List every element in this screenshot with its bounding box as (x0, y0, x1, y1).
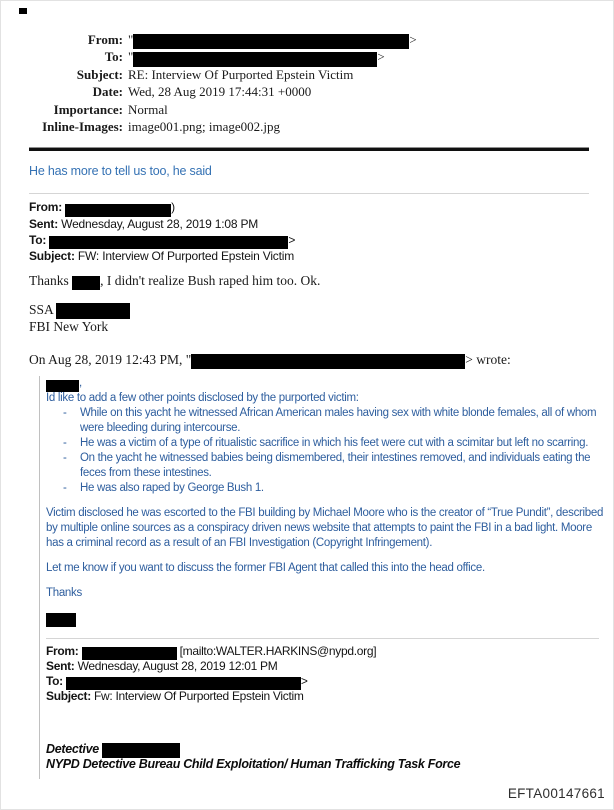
angle-bracket: > (288, 233, 296, 248)
quoted-message (39, 376, 607, 779)
sent-value: Wednesday, August 28, 2019 12:01 PM (77, 658, 278, 673)
bullet-dash: - (63, 481, 67, 494)
header-row-importance (29, 101, 613, 118)
redaction-bar (46, 380, 79, 392)
reply-body (29, 272, 589, 368)
to-label: To: (29, 233, 47, 248)
from-value (128, 31, 417, 48)
from-label: From: (29, 200, 62, 215)
subject-value: RE: Interview Of Purported Epstein Victim (128, 66, 354, 82)
quote-paragraph-letmeknow: Let me know if you want to discuss the former FBI Agent that called this into the head office. (46, 561, 485, 574)
angle-bracket: > (377, 49, 385, 65)
sent-value: Wednesday, August 28, 2019 1:08 PM (61, 216, 259, 231)
bullet-text: He was a victim of a type of ritualistic sacrifice in which his feet were cut with a scimitar but left no scarring. (80, 436, 589, 449)
detective-title: Detective (46, 741, 99, 756)
importance-label: Importance: (53, 101, 123, 117)
bullet-dash: - (63, 436, 67, 449)
signature-unit-line: NYPD Detective Bureau Child Exploitation/ Human Trafficking Task Force (46, 757, 461, 772)
redaction-bar (191, 354, 465, 369)
org-line: FBI New York (29, 318, 109, 334)
on-wrote-text: On Aug 28, 2019 12:43 PM, " (29, 351, 192, 367)
angle-bracket: > (409, 32, 417, 47)
inner-row-to (46, 674, 607, 689)
mid-row-subject (29, 248, 589, 264)
from-label: From: (87, 32, 123, 47)
signature-block (46, 742, 607, 779)
redaction-bar (102, 743, 180, 758)
header-row-date (29, 83, 613, 100)
quote-closing: Thanks (46, 586, 82, 599)
bullet-dash: - (63, 451, 67, 464)
open-quote: " (128, 32, 134, 47)
mid-row-from (29, 199, 589, 215)
bullet-item (46, 436, 607, 451)
importance-value: Normal (128, 101, 168, 117)
redaction-bar (72, 276, 100, 290)
email-header-top (29, 1, 613, 135)
redaction-bar (56, 303, 130, 319)
inline-images-label: Inline-Images: (42, 119, 123, 135)
angle-bracket: > (300, 673, 308, 688)
header-row-to (29, 48, 613, 65)
thick-divider-rule (29, 147, 589, 151)
header-row-subject (29, 66, 613, 83)
email-header-inner (46, 644, 607, 704)
subject-label: Subject: (46, 688, 91, 703)
quote-greeting (46, 376, 607, 391)
bullet-dash: - (63, 406, 67, 419)
open-quote: " (128, 49, 134, 65)
email-header-mid (29, 199, 589, 264)
inner-row-subject (46, 689, 607, 704)
inner-row-from (46, 644, 607, 659)
wrote-suffix: > wrote: (465, 351, 511, 367)
reply-note: He has more to tell us too, he said (29, 164, 212, 179)
ssa-label: SSA (29, 301, 54, 317)
thanks-line (29, 272, 589, 289)
inline-images-value: image001.png; image002.jpg (128, 119, 281, 135)
quote-intro: Id like to add a few other points disclosed by the purported victim: (46, 391, 359, 404)
quote-signature-redaction (46, 611, 607, 626)
mailto-text: [mailto:WALTER.HARKINS@nypd.org] (179, 643, 377, 658)
bullet-item (46, 406, 607, 436)
mid-row-sent (29, 216, 589, 232)
ssa-line (29, 301, 589, 318)
scan-artifact-mark (19, 8, 27, 14)
quote-divider-rule (46, 638, 599, 639)
sent-label: Sent: (29, 216, 59, 231)
date-label: Date: (92, 84, 123, 100)
thanks-rest: , I didn't realize Bush raped him too. Ok. (100, 272, 321, 288)
bates-number: EFTA00147661 (507, 786, 605, 801)
subject-value: FW: Interview Of Purported Epstein Victim (77, 249, 294, 264)
bullet-item (46, 481, 607, 496)
bullet-text: He was also raped by George Bush 1. (80, 481, 264, 494)
sent-label: Sent: (46, 658, 75, 673)
date-value: Wed, 28 Aug 2019 17:44:31 +0000 (128, 84, 312, 100)
bullet-text: While on this yacht he witnessed African American males having sex with white blonde females, all of whom were bleeding during intercourse. (80, 406, 597, 434)
to-value (128, 48, 385, 65)
bullet-text: On the yacht he witnessed babies being dismembered, their intestines removed, and individuals eating the feces from these intestines. (80, 451, 591, 479)
header-row-inline-images (29, 118, 613, 135)
paren: ) (171, 200, 175, 215)
signature-title-line (46, 742, 607, 758)
mid-row-to (29, 232, 589, 248)
subject-value: Fw: Interview Of Purported Epstein Victim (94, 688, 304, 703)
redaction-bar (133, 34, 409, 49)
header-row-from (29, 31, 613, 48)
bullet-item (46, 451, 607, 481)
to-label: To: (46, 673, 63, 688)
subject-label: Subject: (76, 66, 123, 82)
inner-row-sent (46, 659, 607, 674)
subject-label: Subject: (29, 249, 75, 264)
thanks-text: Thanks (29, 272, 69, 288)
to-label: To: (104, 49, 123, 65)
redaction-bar (133, 52, 377, 67)
redaction-bar (65, 204, 171, 217)
light-divider-rule (29, 193, 589, 194)
from-label: From: (46, 643, 79, 658)
comma: , (79, 376, 82, 389)
quote-paragraph-victim: Victim disclosed he was escorted to the FBI building by Michael Moore who is the creator of “True Pundit”, described by multiple online sources as a conspiracy driven news website that attempts to paint the FBI in a bad light. Moore has a criminal record as a result of an FBI Investigation (Copyright Infringement). (46, 506, 604, 549)
on-wrote-line (29, 351, 589, 368)
redaction-bar (46, 613, 76, 627)
